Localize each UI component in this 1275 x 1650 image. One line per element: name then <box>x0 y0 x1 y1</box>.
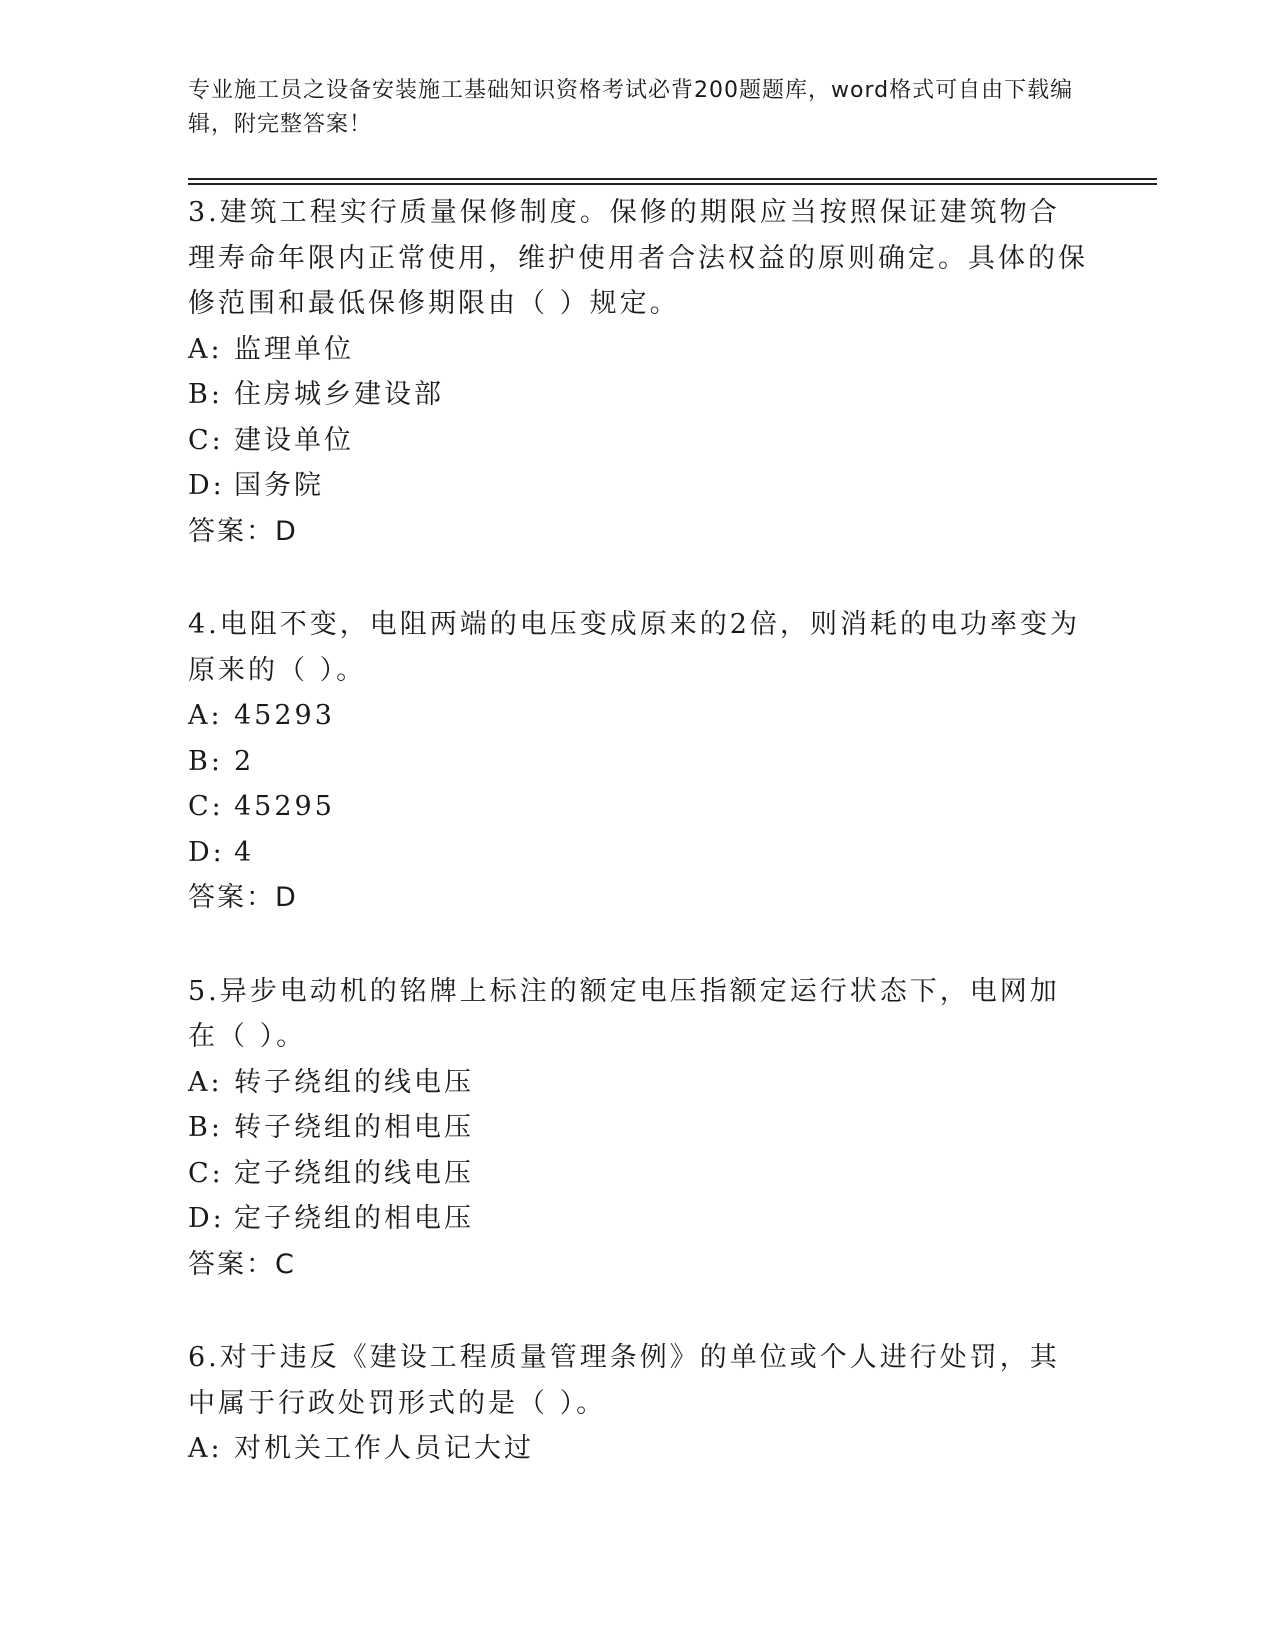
option-c <box>188 418 1088 464</box>
question-list <box>188 190 1088 1520</box>
option-d <box>188 1196 1088 1242</box>
option-c <box>188 784 1088 830</box>
question-stem: 4.电阻不变，电阻两端的电压变成原来的2倍，则消耗的电功率变为原来的（ ）。 <box>188 609 1080 686</box>
option-a <box>188 693 1088 739</box>
option-text: 对机关工作人员记大过 <box>234 1433 534 1464</box>
option-letter: D: <box>188 470 225 501</box>
option-d <box>188 463 1088 509</box>
option-letter: B: <box>188 1112 223 1143</box>
option-d <box>188 830 1088 876</box>
question-5 <box>188 969 1088 1288</box>
option-letter: A: <box>188 1066 223 1098</box>
option-a <box>188 327 1088 373</box>
option-letter: A: <box>188 700 223 731</box>
answer-label: 答案：C <box>188 1248 296 1280</box>
option-letter: A: <box>188 1433 223 1464</box>
option-text: 转子绕组的相电压 <box>234 1112 474 1143</box>
option-text: 转子绕组的线电压 <box>234 1066 474 1098</box>
option-letter: D: <box>188 1203 225 1234</box>
option-c <box>188 1151 1088 1197</box>
question-6 <box>188 1335 1088 1472</box>
option-text: 定子绕组的相电压 <box>234 1203 474 1234</box>
option-text: 监理单位 <box>234 333 354 365</box>
option-letter: A: <box>188 333 223 365</box>
question-stem: 6.对于违反《建设工程质量管理条例》的单位或个人进行处罚，其中属于行政处罚形式的是（ ）。 <box>188 1342 1060 1419</box>
document-header: 专业施工员之设备安装施工基础知识资格考试必背200题题库，word格式可自由下载编辑，附完整答案！ <box>188 78 1074 137</box>
option-text: 4 <box>234 836 255 868</box>
question-stem: 3.建筑工程实行质量保修制度。保修的期限应当按照保证建筑物合理寿命年限内正常使用，维护使用者合法权益的原则确定。具体的保修范围和最低保修期限由（ ）规定。 <box>188 197 1088 319</box>
option-letter: C: <box>188 424 224 456</box>
option-text: 住房城乡建设部 <box>234 379 444 410</box>
option-text: 45295 <box>234 791 335 822</box>
option-letter: C: <box>188 791 224 822</box>
header-rule-top <box>188 178 1157 180</box>
option-b <box>188 739 1088 785</box>
answer-label: 答案：D <box>188 515 298 547</box>
option-text: 2 <box>234 745 255 777</box>
option-letter: D: <box>188 836 225 868</box>
option-a <box>188 1060 1088 1106</box>
question-3 <box>188 190 1088 554</box>
question-4 <box>188 602 1088 921</box>
header-rule-bottom <box>188 183 1157 185</box>
question-stem: 5.异步电动机的铭牌上标注的额定电压指额定运行状态下，电网加在（ ）。 <box>188 975 1060 1052</box>
option-letter: C: <box>188 1157 224 1189</box>
option-letter: B: <box>188 379 223 410</box>
option-letter: B: <box>188 745 223 777</box>
option-text: 45293 <box>234 700 335 731</box>
option-text: 国务院 <box>234 470 324 501</box>
option-text: 定子绕组的线电压 <box>234 1157 474 1189</box>
option-b <box>188 372 1088 418</box>
answer-label: 答案：D <box>188 882 298 913</box>
option-text: 建设单位 <box>234 424 354 456</box>
option-b <box>188 1105 1088 1151</box>
option-a <box>188 1426 1088 1472</box>
